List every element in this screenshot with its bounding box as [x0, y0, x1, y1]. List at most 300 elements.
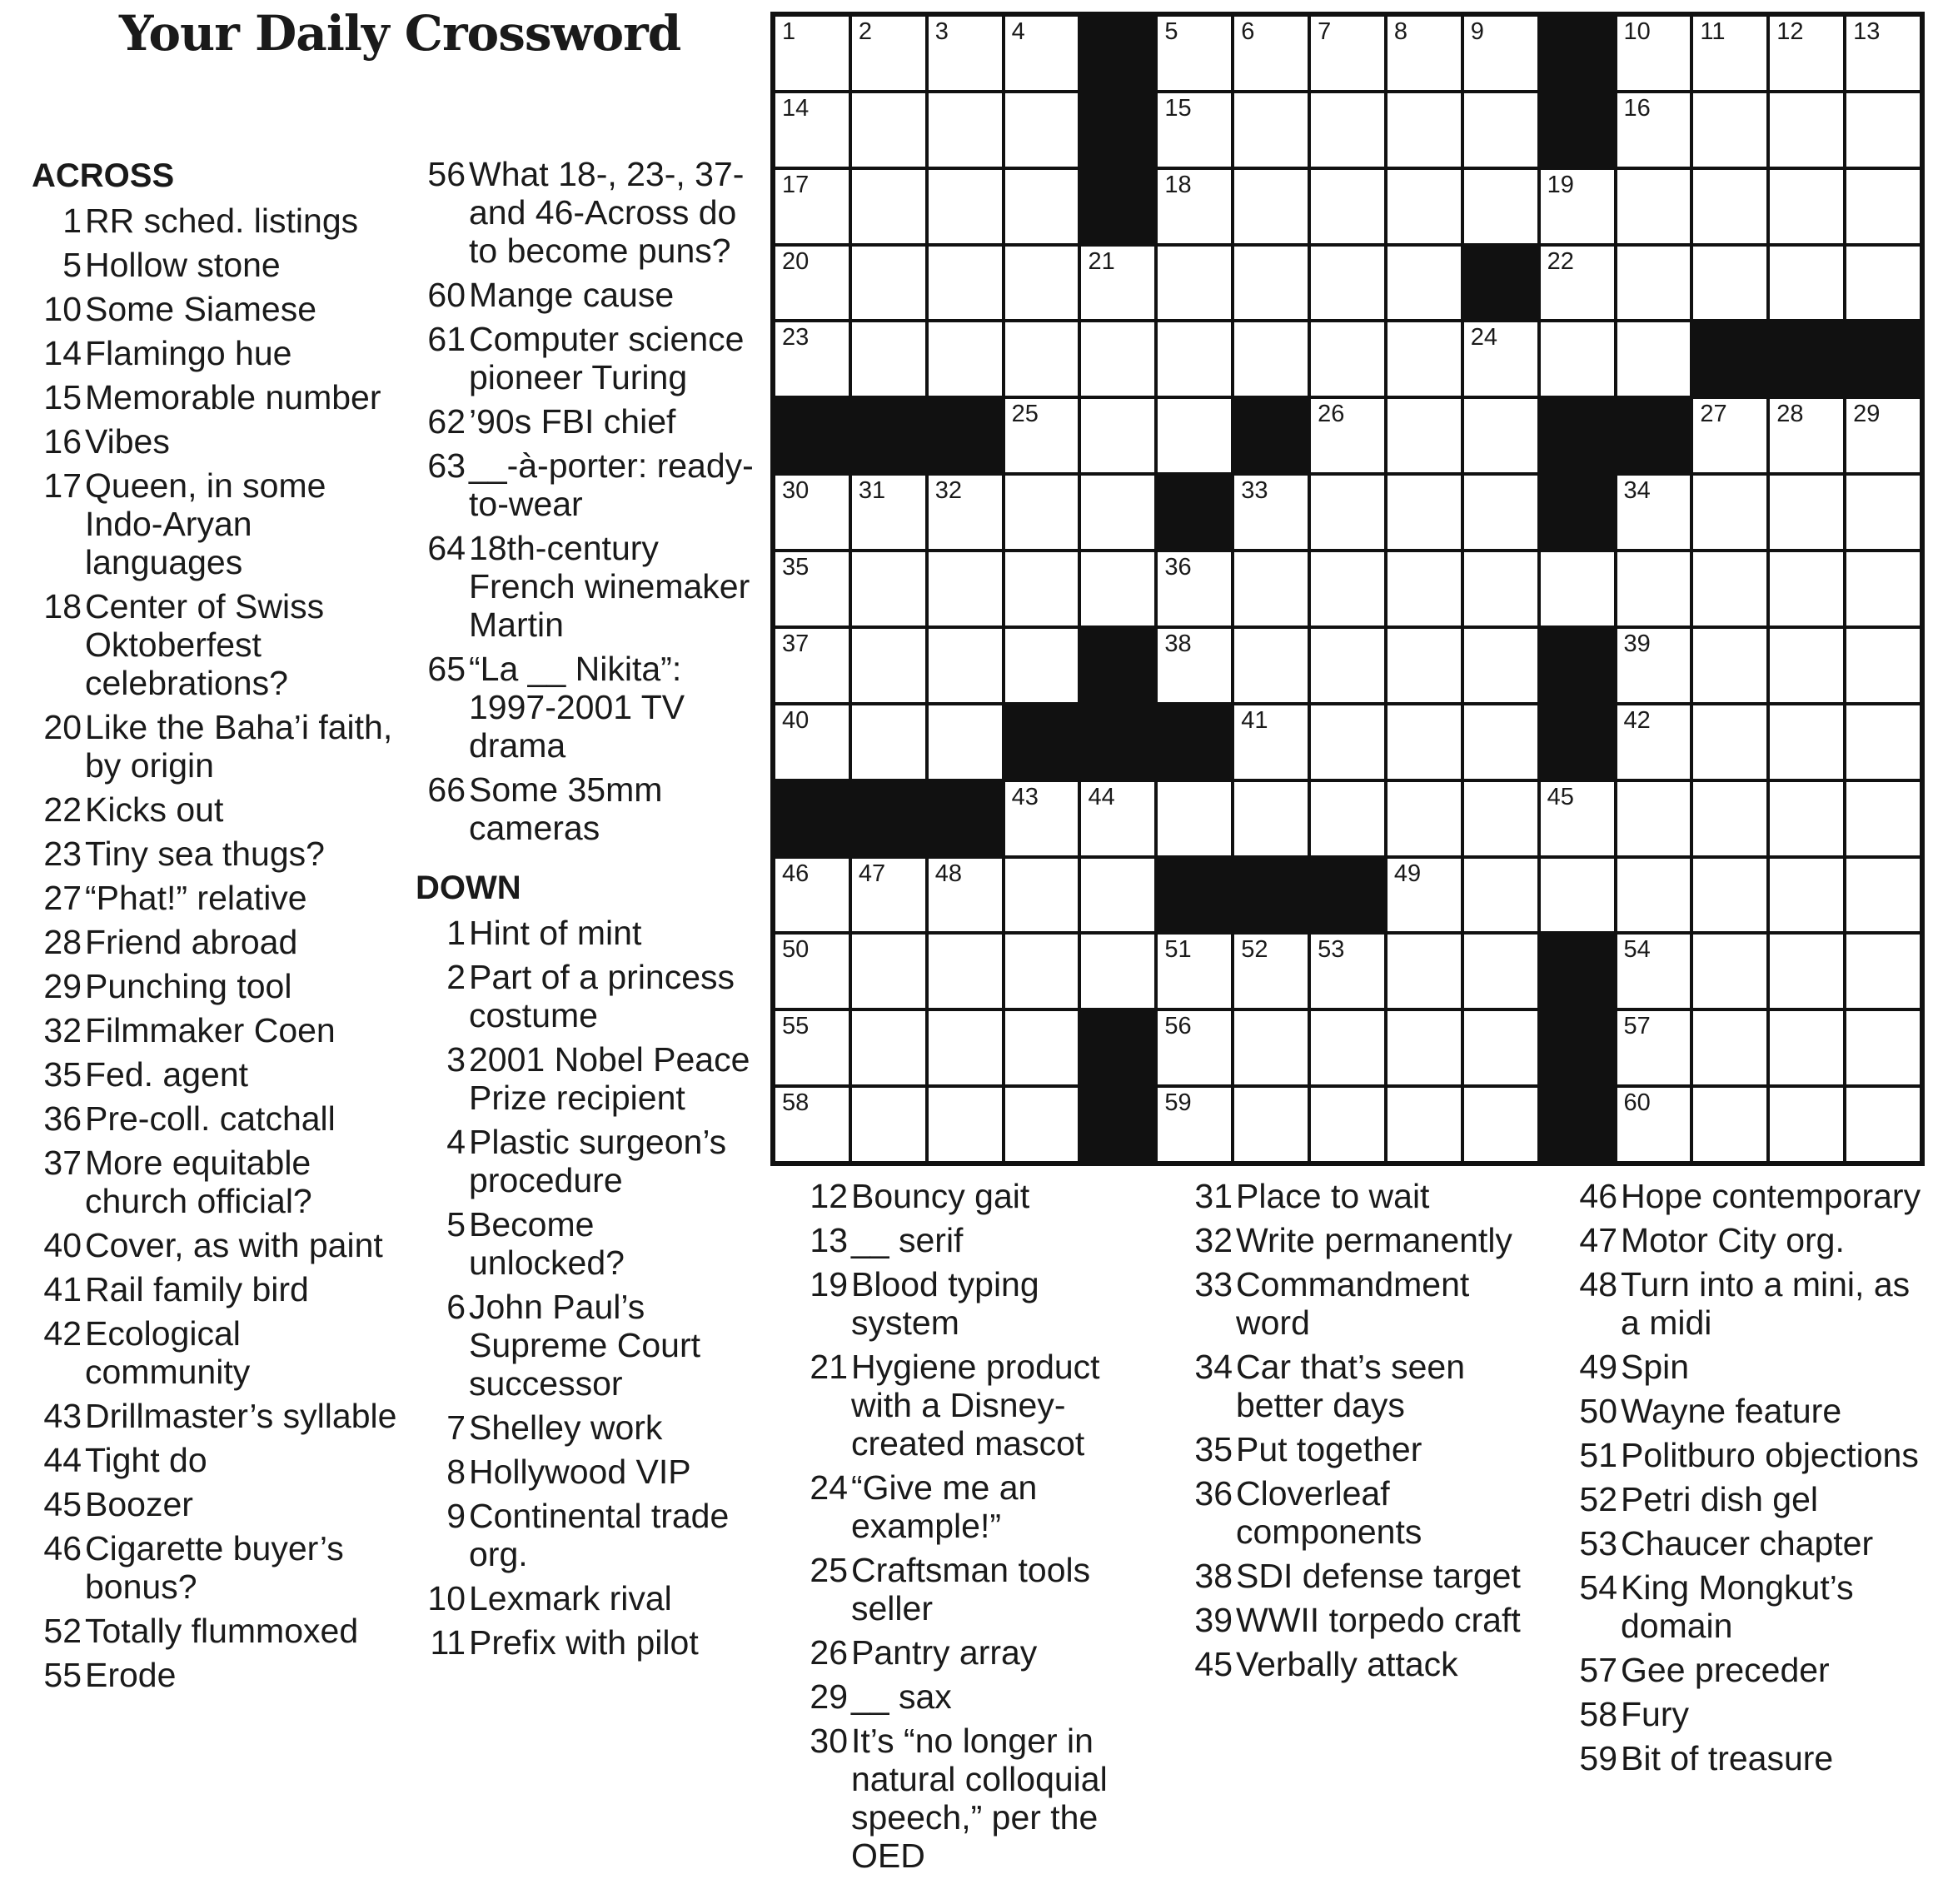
grid-cell[interactable]	[1309, 551, 1386, 627]
across-clue[interactable]	[32, 290, 398, 328]
down-clue[interactable]	[416, 1453, 757, 1491]
grid-cell[interactable]	[1309, 474, 1386, 551]
grid-cell[interactable]	[1768, 704, 1845, 780]
grid-cell[interactable]	[1309, 321, 1386, 397]
grid-cell[interactable]	[1691, 397, 1768, 474]
down-clue[interactable]	[416, 1408, 757, 1447]
grid-cell[interactable]	[1386, 168, 1462, 245]
grid-cell[interactable]	[1386, 321, 1462, 397]
grid-cell[interactable]	[1462, 1086, 1539, 1163]
across-clue[interactable]	[32, 246, 398, 284]
grid-cell[interactable]	[1309, 1086, 1386, 1163]
down-clue[interactable]	[798, 1348, 1148, 1463]
grid-cell[interactable]	[850, 857, 927, 934]
across-clue[interactable]	[32, 1612, 398, 1650]
grid-cell[interactable]	[1233, 627, 1309, 704]
grid-cell[interactable]	[1386, 627, 1462, 704]
clue-text: Center of Swiss Oktoberfest celebrations?	[85, 587, 325, 702]
grid-cell[interactable]	[1768, 15, 1845, 92]
grid-cell[interactable]	[850, 474, 927, 551]
grid-cell[interactable]	[927, 704, 1004, 780]
grid-cell[interactable]	[1462, 168, 1539, 245]
down-clue[interactable]	[1567, 1221, 1926, 1259]
black-square	[774, 780, 850, 857]
grid-cell[interactable]	[1156, 627, 1233, 704]
grid-cell[interactable]	[927, 92, 1004, 168]
down-clue[interactable]	[798, 1265, 1148, 1342]
down-clue[interactable]	[1567, 1436, 1926, 1474]
grid-cell[interactable]	[1233, 1086, 1309, 1163]
grid-cell[interactable]	[774, 245, 850, 321]
grid-cell[interactable]	[1309, 627, 1386, 704]
grid-cell[interactable]	[1233, 245, 1309, 321]
down-clue[interactable]	[416, 1623, 757, 1662]
down-clue[interactable]	[416, 1288, 757, 1403]
grid-cell[interactable]	[1768, 397, 1845, 474]
grid-cell[interactable]	[1462, 15, 1539, 92]
down-clue[interactable]	[416, 1040, 757, 1117]
grid-cell[interactable]	[1386, 780, 1462, 857]
grid-cell[interactable]	[1768, 1086, 1845, 1163]
grid-cell[interactable]	[1691, 15, 1768, 92]
grid-cell[interactable]	[1462, 933, 1539, 1009]
across-clue[interactable]	[32, 1226, 398, 1264]
grid-cell[interactable]	[1616, 933, 1692, 1009]
grid-cell[interactable]	[1616, 92, 1692, 168]
grid-cell[interactable]	[1462, 857, 1539, 934]
down-clue[interactable]	[798, 1722, 1148, 1875]
grid-cell[interactable]	[1386, 92, 1462, 168]
grid-cell[interactable]	[1156, 1086, 1233, 1163]
grid-cell[interactable]	[1309, 168, 1386, 245]
grid-cell[interactable]	[1616, 474, 1692, 551]
grid-cell[interactable]	[1386, 857, 1462, 934]
grid-cell[interactable]	[927, 245, 1004, 321]
grid-cell[interactable]	[927, 627, 1004, 704]
grid-cell[interactable]	[850, 92, 927, 168]
grid-cell[interactable]	[1691, 245, 1768, 321]
grid-cell[interactable]	[1616, 1009, 1692, 1086]
grid-cell[interactable]	[1768, 933, 1845, 1009]
across-clue[interactable]	[32, 378, 398, 416]
grid-cell[interactable]	[1845, 1009, 1921, 1086]
grid-cell[interactable]	[850, 933, 927, 1009]
clue-number: 23	[43, 835, 82, 873]
grid-cell[interactable]	[1845, 92, 1921, 168]
grid-cell[interactable]	[927, 321, 1004, 397]
cell-number: 25	[1011, 401, 1039, 428]
grid-cell[interactable]	[1233, 551, 1309, 627]
grid-cell[interactable]	[927, 857, 1004, 934]
grid-cell[interactable]	[1156, 551, 1233, 627]
across-clue[interactable]	[32, 967, 398, 1005]
across-clue[interactable]	[32, 1656, 398, 1694]
grid-cell[interactable]	[1004, 245, 1080, 321]
grid-cell[interactable]	[774, 168, 850, 245]
down-clue[interactable]	[1567, 1392, 1926, 1430]
grid-cell[interactable]	[1462, 92, 1539, 168]
cell-number: 5	[1164, 18, 1178, 45]
across-clue[interactable]	[32, 587, 398, 702]
grid-cell[interactable]	[1233, 780, 1309, 857]
grid-cell[interactable]	[1004, 92, 1080, 168]
grid-cell[interactable]	[1233, 168, 1309, 245]
down-clue[interactable]	[1567, 1568, 1926, 1645]
down-clue[interactable]	[1183, 1265, 1532, 1342]
across-clue[interactable]	[32, 1441, 398, 1479]
grid-cell[interactable]	[1079, 780, 1156, 857]
down-clue[interactable]	[1183, 1221, 1532, 1259]
across-clue[interactable]	[32, 708, 398, 785]
grid-cell[interactable]	[1386, 933, 1462, 1009]
grid-cell[interactable]	[1539, 321, 1616, 397]
grid-cell[interactable]	[1462, 780, 1539, 857]
grid-cell[interactable]	[1616, 704, 1692, 780]
grid-cell[interactable]	[1386, 551, 1462, 627]
down-clue[interactable]	[798, 1551, 1148, 1627]
down-clue[interactable]	[1183, 1557, 1532, 1595]
grid-cell[interactable]	[1309, 1009, 1386, 1086]
grid-cell[interactable]	[1845, 1086, 1921, 1163]
grid-cell[interactable]	[774, 704, 850, 780]
down-clue[interactable]	[1183, 1430, 1532, 1468]
grid-cell[interactable]	[774, 92, 850, 168]
grid-cell[interactable]	[774, 1086, 850, 1163]
down-clue[interactable]	[416, 1123, 757, 1199]
grid-cell[interactable]	[1309, 780, 1386, 857]
down-clue[interactable]	[1183, 1474, 1532, 1551]
across-clue[interactable]	[32, 1314, 398, 1391]
grid-cell[interactable]	[1845, 627, 1921, 704]
across-clue[interactable]	[416, 529, 757, 644]
grid-cell[interactable]	[1386, 397, 1462, 474]
clue-number: 30	[810, 1722, 848, 1760]
cell-number: 46	[782, 860, 810, 887]
grid-cell[interactable]	[1616, 168, 1692, 245]
grid-cell[interactable]	[1845, 474, 1921, 551]
across-clue[interactable]	[416, 770, 757, 847]
grid-cell[interactable]	[1233, 15, 1309, 92]
grid-cell[interactable]	[1768, 474, 1845, 551]
down-clue[interactable]	[798, 1633, 1148, 1672]
grid-cell[interactable]	[1539, 551, 1616, 627]
grid-cell[interactable]	[1233, 321, 1309, 397]
grid-cell[interactable]	[850, 168, 927, 245]
clue-number: 5	[446, 1205, 466, 1244]
down-clue[interactable]	[416, 1205, 757, 1282]
clue-number: 48	[1579, 1265, 1617, 1303]
across-clue[interactable]	[32, 1485, 398, 1523]
cell-number: 29	[1853, 401, 1881, 428]
grid-cell[interactable]	[1691, 627, 1768, 704]
grid-cell[interactable]	[1156, 15, 1233, 92]
grid-cell[interactable]	[1616, 15, 1692, 92]
down-clue[interactable]	[1567, 1480, 1926, 1518]
grid-cell[interactable]	[927, 1009, 1004, 1086]
across-clue[interactable]	[32, 422, 398, 461]
grid-cell[interactable]	[1616, 551, 1692, 627]
grid-cell[interactable]	[927, 551, 1004, 627]
grid-cell[interactable]	[1616, 857, 1692, 934]
grid-cell[interactable]	[850, 1086, 927, 1163]
down-clue[interactable]	[1567, 1651, 1926, 1689]
grid-cell[interactable]	[1156, 92, 1233, 168]
across-clue[interactable]	[32, 879, 398, 917]
grid-cell[interactable]	[1768, 780, 1845, 857]
down-clue[interactable]	[416, 914, 757, 952]
grid-cell[interactable]	[1845, 857, 1921, 934]
down-clue[interactable]	[1567, 1177, 1926, 1215]
across-clue[interactable]	[32, 1270, 398, 1308]
grid-cell[interactable]	[1004, 1086, 1080, 1163]
grid-cell[interactable]	[1309, 397, 1386, 474]
grid-cell[interactable]	[927, 168, 1004, 245]
grid-cell[interactable]	[774, 1009, 850, 1086]
clue-text: Spin	[1621, 1348, 1690, 1386]
grid-cell[interactable]	[774, 857, 850, 934]
grid-cell[interactable]	[1691, 704, 1768, 780]
across-clue[interactable]	[416, 650, 757, 765]
grid-cell[interactable]	[1462, 397, 1539, 474]
down-clue[interactable]	[1183, 1601, 1532, 1639]
grid-cell[interactable]	[1156, 321, 1233, 397]
grid-cell[interactable]	[1691, 92, 1768, 168]
down-clue[interactable]	[416, 1579, 757, 1617]
grid-cell[interactable]	[850, 551, 927, 627]
clue-text: Wayne feature	[1621, 1392, 1842, 1430]
across-clue[interactable]	[416, 320, 757, 396]
grid-cell[interactable]	[1004, 627, 1080, 704]
grid-cell[interactable]	[1386, 1086, 1462, 1163]
cell-number: 50	[782, 936, 810, 964]
cell-number: 8	[1393, 18, 1408, 45]
across-clue[interactable]	[32, 466, 398, 581]
grid-cell[interactable]	[850, 245, 927, 321]
grid-cell[interactable]	[1004, 474, 1080, 551]
grid-cell[interactable]	[1616, 1086, 1692, 1163]
grid-cell[interactable]	[1004, 397, 1080, 474]
grid-cell[interactable]	[1079, 933, 1156, 1009]
grid-cell[interactable]	[1386, 1009, 1462, 1086]
across-clue[interactable]	[32, 923, 398, 961]
grid-cell[interactable]	[1233, 1009, 1309, 1086]
grid-cell[interactable]	[1462, 1009, 1539, 1086]
across-heading: ACROSS	[32, 157, 175, 194]
grid-cell[interactable]	[850, 321, 927, 397]
clue-number: 6	[446, 1288, 466, 1326]
grid-cell[interactable]	[850, 15, 927, 92]
across-clue[interactable]	[32, 1055, 398, 1094]
grid-cell[interactable]	[774, 933, 850, 1009]
grid-cell[interactable]	[1156, 168, 1233, 245]
grid-cell[interactable]	[1079, 474, 1156, 551]
grid-cell[interactable]	[1309, 933, 1386, 1009]
clue-number: 10	[43, 290, 82, 328]
grid-cell[interactable]	[927, 15, 1004, 92]
grid-cell[interactable]	[1462, 551, 1539, 627]
across-clue[interactable]	[416, 402, 757, 441]
cell-number: 33	[1241, 477, 1268, 505]
grid-cell[interactable]	[1156, 1009, 1233, 1086]
across-clue[interactable]	[32, 1099, 398, 1138]
grid-cell[interactable]	[1004, 15, 1080, 92]
grid-cell[interactable]	[1079, 857, 1156, 934]
grid-cell[interactable]	[1462, 704, 1539, 780]
grid-cell[interactable]	[1845, 933, 1921, 1009]
down-clue[interactable]	[1567, 1739, 1926, 1777]
grid-cell[interactable]	[1309, 92, 1386, 168]
across-clue[interactable]	[32, 334, 398, 372]
grid-cell[interactable]	[774, 627, 850, 704]
grid-cell[interactable]	[1845, 15, 1921, 92]
grid-cell[interactable]	[1616, 780, 1692, 857]
down-clue[interactable]	[798, 1221, 1148, 1259]
clue-number: 21	[810, 1348, 848, 1386]
grid-cell[interactable]	[1768, 92, 1845, 168]
down-clue[interactable]	[1567, 1265, 1926, 1342]
grid-cell[interactable]	[1079, 245, 1156, 321]
clue-text: SDI defense target	[1236, 1557, 1521, 1595]
clue-text: Shelley work	[469, 1408, 663, 1447]
grid-cell[interactable]	[1539, 857, 1616, 934]
grid-cell[interactable]	[774, 474, 850, 551]
grid-cell[interactable]	[1004, 168, 1080, 245]
clue-text: Queen, in some Indo-Aryan languages	[85, 466, 326, 581]
grid-cell[interactable]	[1768, 857, 1845, 934]
grid-cell[interactable]	[1309, 245, 1386, 321]
grid-cell[interactable]	[774, 551, 850, 627]
across-clue[interactable]	[32, 1144, 398, 1220]
grid-cell[interactable]	[1691, 933, 1768, 1009]
grid-cell[interactable]	[1845, 397, 1921, 474]
grid-cell[interactable]	[1386, 704, 1462, 780]
grid-cell[interactable]	[1539, 780, 1616, 857]
grid-cell[interactable]	[1309, 704, 1386, 780]
grid-cell[interactable]	[927, 933, 1004, 1009]
grid-cell[interactable]	[1079, 321, 1156, 397]
grid-cell[interactable]	[850, 627, 927, 704]
grid-cell[interactable]	[1386, 245, 1462, 321]
grid-cell[interactable]	[1845, 704, 1921, 780]
grid-cell[interactable]	[1386, 15, 1462, 92]
cell-number: 42	[1623, 706, 1651, 734]
grid-cell[interactable]	[1616, 627, 1692, 704]
clue-number: 50	[1579, 1392, 1617, 1430]
grid-cell[interactable]	[1845, 551, 1921, 627]
grid-cell[interactable]	[1156, 780, 1233, 857]
across-clue[interactable]	[32, 790, 398, 829]
grid-cell[interactable]	[1691, 780, 1768, 857]
across-clue[interactable]	[416, 276, 757, 314]
grid-cell[interactable]	[774, 15, 850, 92]
grid-cell[interactable]	[1768, 245, 1845, 321]
grid-cell[interactable]	[1156, 933, 1233, 1009]
grid-cell[interactable]	[1004, 321, 1080, 397]
down-clue[interactable]	[798, 1468, 1148, 1545]
grid-cell[interactable]	[1768, 551, 1845, 627]
clue-text: __ serif	[851, 1221, 964, 1259]
grid-cell[interactable]	[1616, 245, 1692, 321]
clue-text: Place to wait	[1236, 1177, 1430, 1215]
grid-cell[interactable]	[927, 1086, 1004, 1163]
down-clue[interactable]	[416, 958, 757, 1034]
grid-cell[interactable]	[1691, 551, 1768, 627]
grid-cell[interactable]	[1386, 474, 1462, 551]
clue-number: 22	[43, 790, 82, 829]
down-clue[interactable]	[1183, 1645, 1532, 1683]
grid-cell[interactable]	[1845, 245, 1921, 321]
across-clue[interactable]	[32, 1011, 398, 1049]
grid-cell[interactable]	[1616, 321, 1692, 397]
clue-number: 1	[446, 914, 466, 952]
clue-text: __ sax	[851, 1677, 952, 1716]
grid-cell[interactable]	[1156, 245, 1233, 321]
grid-cell[interactable]	[1539, 245, 1616, 321]
grid-cell[interactable]	[1768, 168, 1845, 245]
down-clue[interactable]	[1567, 1524, 1926, 1563]
down-clue[interactable]	[798, 1677, 1148, 1716]
across-clue[interactable]	[32, 1397, 398, 1435]
across-clue[interactable]	[416, 446, 757, 523]
clue-text: Hope contemporary	[1621, 1177, 1921, 1215]
cell-number: 31	[858, 477, 886, 505]
grid-cell[interactable]	[1539, 168, 1616, 245]
grid-cell[interactable]	[1233, 704, 1309, 780]
grid-cell[interactable]	[1233, 92, 1309, 168]
across-clue[interactable]	[32, 202, 398, 240]
grid-cell[interactable]	[1004, 933, 1080, 1009]
down-clue[interactable]	[798, 1177, 1148, 1215]
grid-cell[interactable]	[1079, 551, 1156, 627]
grid-cell[interactable]	[850, 704, 927, 780]
grid-cell[interactable]	[1462, 627, 1539, 704]
down-clue[interactable]	[1567, 1348, 1926, 1386]
grid-cell[interactable]	[1691, 1009, 1768, 1086]
grid-cell[interactable]	[1309, 15, 1386, 92]
down-clue[interactable]	[1183, 1348, 1532, 1424]
grid-cell[interactable]	[1079, 397, 1156, 474]
grid-cell[interactable]	[1845, 168, 1921, 245]
grid-cell[interactable]	[1004, 1009, 1080, 1086]
grid-cell[interactable]	[1233, 933, 1309, 1009]
grid-cell[interactable]	[1462, 321, 1539, 397]
grid-cell[interactable]	[1691, 168, 1768, 245]
grid-cell[interactable]	[850, 1009, 927, 1086]
grid-cell[interactable]	[1768, 1009, 1845, 1086]
grid-cell[interactable]	[1004, 551, 1080, 627]
down-clue[interactable]	[1567, 1695, 1926, 1733]
cell-number: 19	[1547, 171, 1574, 198]
across-clue[interactable]	[32, 835, 398, 873]
down-clue[interactable]	[416, 1497, 757, 1573]
clue-text: Drillmaster’s syllable	[85, 1397, 397, 1435]
across-clue[interactable]	[32, 1529, 398, 1606]
grid-cell[interactable]	[1691, 1086, 1768, 1163]
grid-cell[interactable]	[1462, 474, 1539, 551]
grid-cell[interactable]	[1691, 857, 1768, 934]
grid-cell[interactable]	[1233, 474, 1309, 551]
grid-cell[interactable]	[1691, 474, 1768, 551]
grid-cell[interactable]	[1004, 780, 1080, 857]
down-clue[interactable]	[1183, 1177, 1532, 1215]
grid-cell[interactable]	[1156, 397, 1233, 474]
grid-cell[interactable]	[1845, 780, 1921, 857]
across-clue[interactable]	[416, 155, 757, 270]
grid-cell[interactable]	[927, 474, 1004, 551]
grid-cell[interactable]	[774, 321, 850, 397]
grid-cell[interactable]	[1004, 857, 1080, 934]
grid-cell[interactable]	[1768, 627, 1845, 704]
